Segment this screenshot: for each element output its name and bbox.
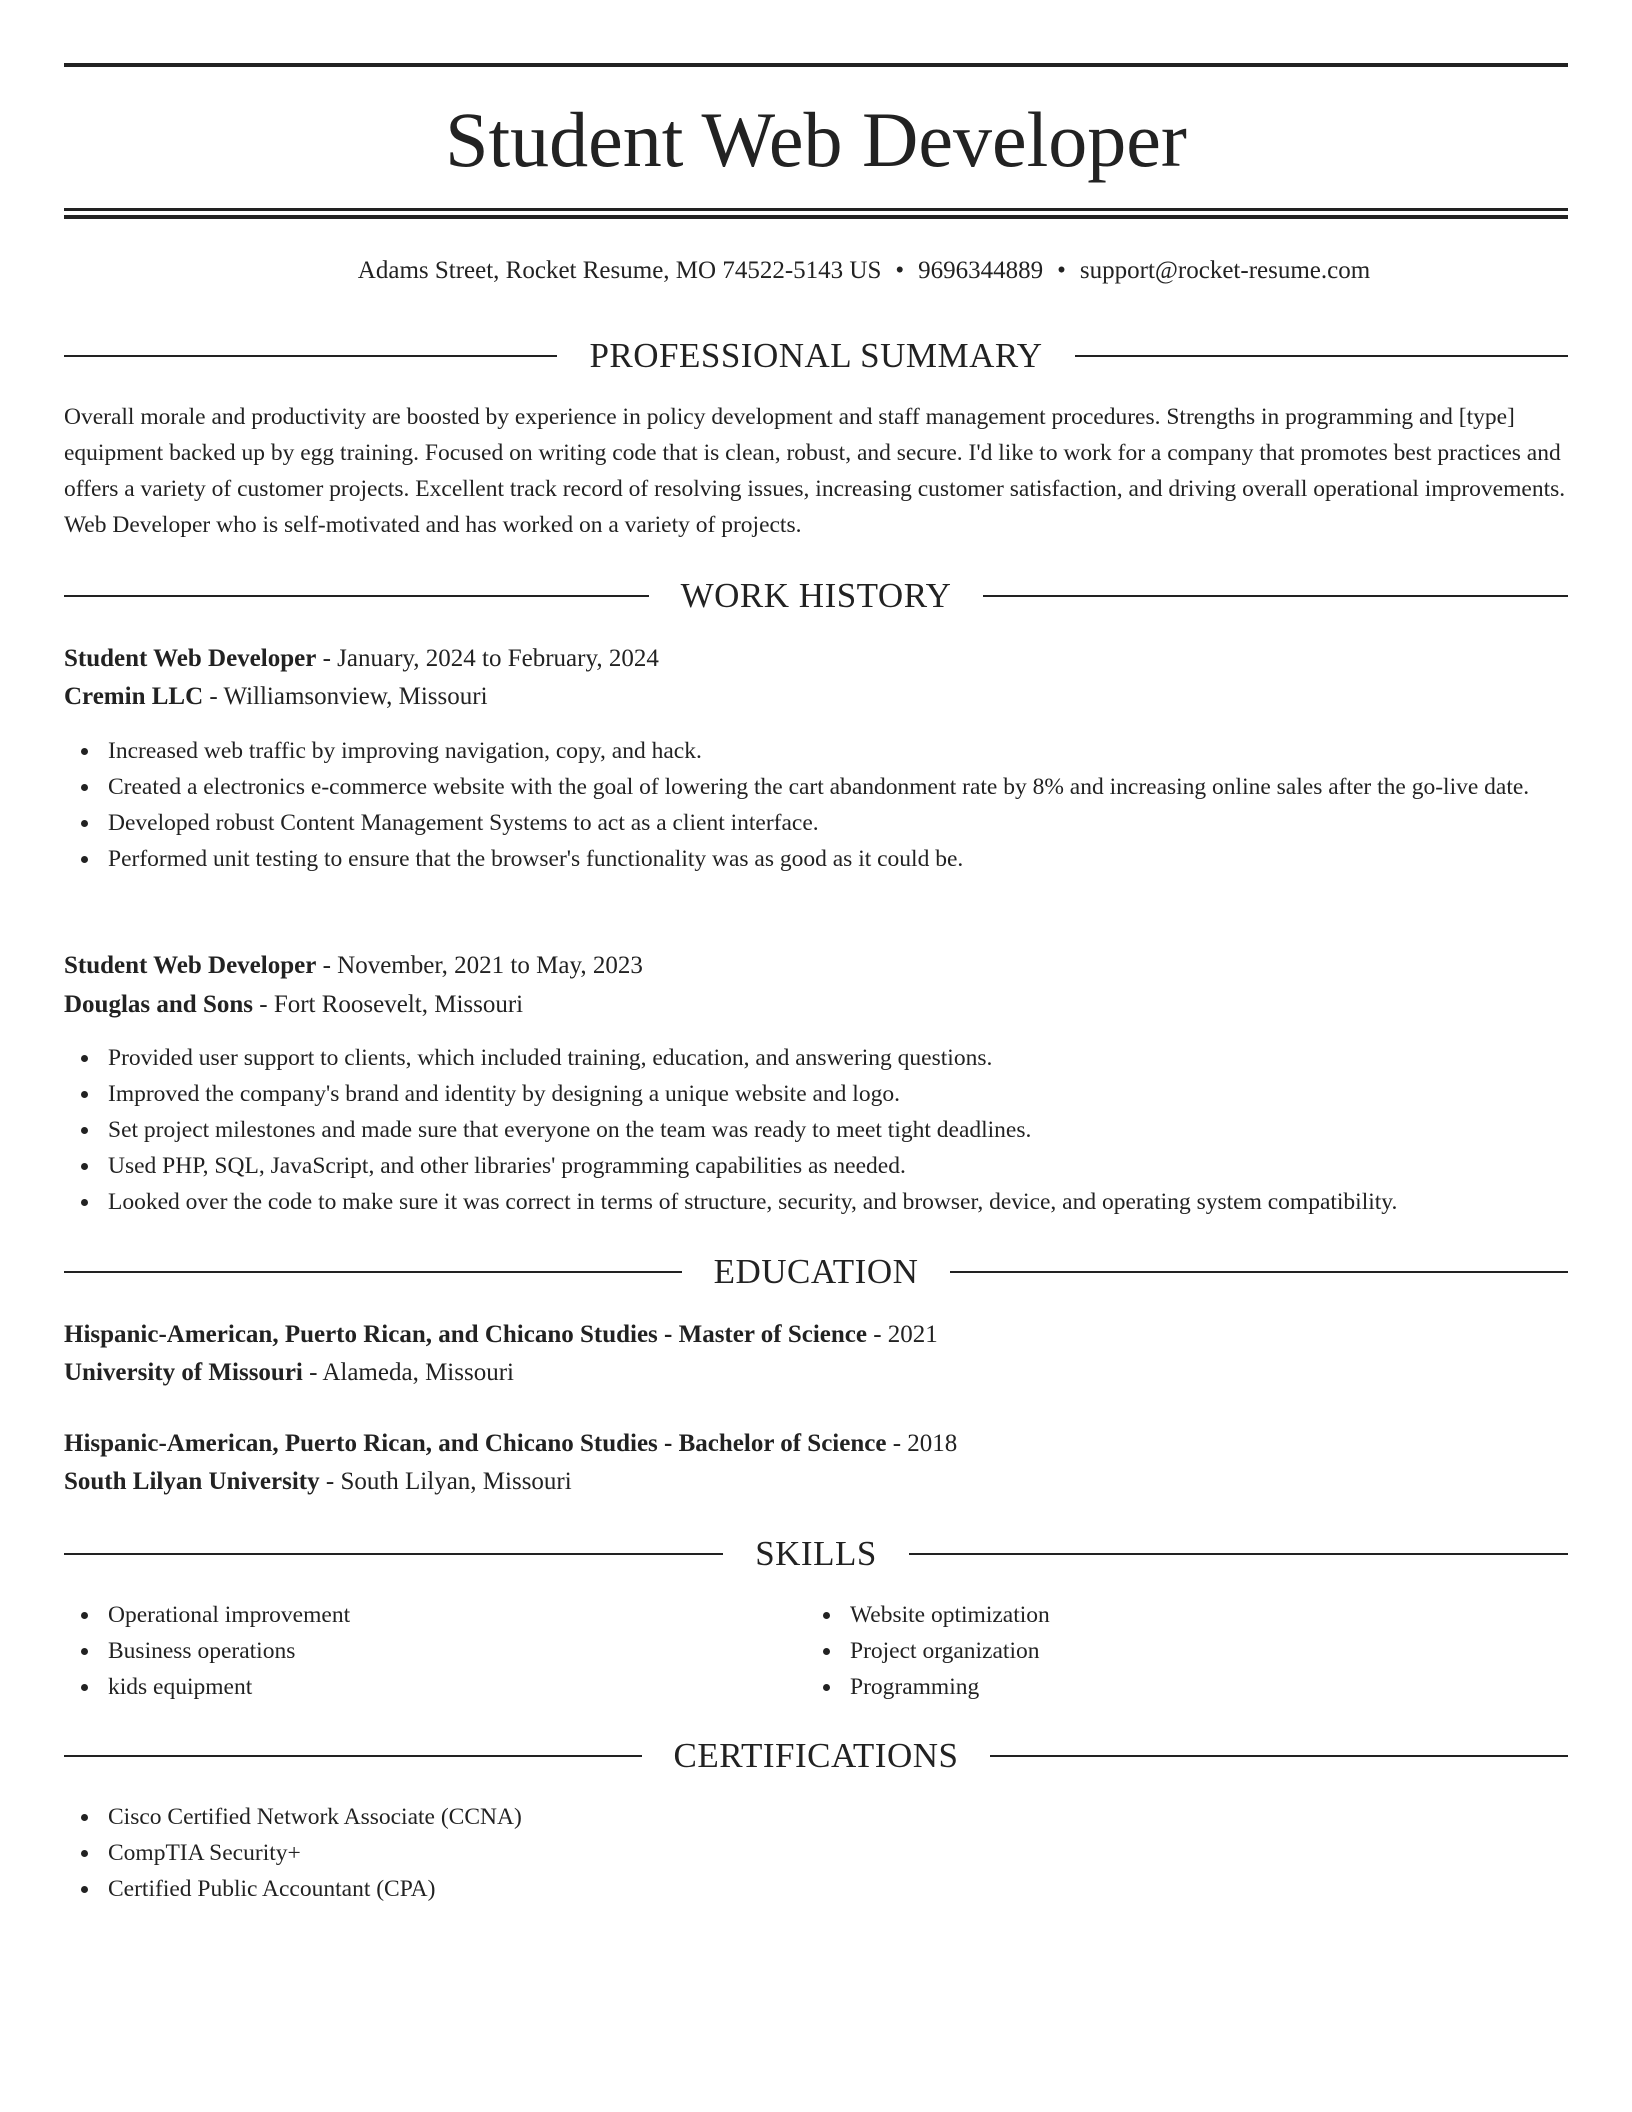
job-location: Williamsonview, Missouri bbox=[223, 683, 488, 710]
section-heading-summary bbox=[64, 336, 1568, 376]
job-location: Fort Roosevelt, Missouri bbox=[273, 991, 524, 1018]
education-school-line: University of Missouri - Alameda, Missouri bbox=[64, 1359, 514, 1386]
contact-separator: • bbox=[1057, 257, 1066, 284]
list-item: Developed robust Content Management Systems to act as a client interface. bbox=[64, 805, 1568, 841]
section-title: SKILLS bbox=[755, 1534, 877, 1573]
education-location: South Lilyan, Missouri bbox=[340, 1468, 572, 1495]
section-rule bbox=[950, 1271, 1568, 1273]
contact-address: Adams Street, Rocket Resume, MO 74522-5143 US bbox=[357, 257, 882, 284]
section-rule bbox=[64, 1553, 723, 1555]
skill-item: Project organization bbox=[806, 1633, 1632, 1669]
section-rule bbox=[64, 595, 649, 597]
certification-item: CompTIA Security+ bbox=[64, 1835, 1568, 1871]
section-rule bbox=[64, 355, 557, 357]
section-heading-certifications bbox=[64, 1736, 1568, 1776]
job-company-line: Cremin LLC - Williamsonview, Missouri bbox=[64, 683, 488, 710]
job-bullets bbox=[64, 1040, 1568, 1220]
candidate-name: Student Web Developer bbox=[445, 96, 1187, 183]
section-title: WORK HISTORY bbox=[680, 576, 952, 615]
skill-item: Programming bbox=[806, 1669, 1632, 1705]
skills-list-right bbox=[806, 1597, 1632, 1705]
job-title-line: Student Web Developer - November, 2021 to May, 2023 bbox=[64, 952, 643, 979]
skill-item: kids equipment bbox=[64, 1669, 1568, 1705]
section-rule bbox=[983, 595, 1568, 597]
job-bullets bbox=[64, 733, 1568, 877]
education-degree: Hispanic-American, Puerto Rican, and Chicano Studies - Bachelor of Science bbox=[64, 1430, 887, 1457]
skill-item: Operational improvement bbox=[64, 1597, 1568, 1633]
section-heading-skills bbox=[64, 1534, 1568, 1574]
list-item: Performed unit testing to ensure that the browser's functionality was as good as it could be. bbox=[64, 841, 1568, 877]
education-degree-line: Hispanic-American, Puerto Rican, and Chicano Studies - Master of Science - 2021 bbox=[64, 1321, 938, 1348]
list-item: Improved the company's brand and identity by designing a unique website and logo. bbox=[64, 1076, 1568, 1112]
education-school-line: South Lilyan University - South Lilyan, Missouri bbox=[64, 1468, 572, 1495]
section-rule bbox=[990, 1755, 1568, 1757]
summary-text: Overall morale and productivity are boosted by experience in policy development and staff management procedures. Strengths in programming and [type] equipment backed up by egg training. Focused on writing code that is clean, robust, and secure. I'd like to work for a company that promotes best practices and offers a variety of customer projects. Excellent track record of resolving issues, increasing customer satisfaction, and driving overall operational improvements. Web Developer who is self-motivated and has worked on a variety of projects. bbox=[64, 404, 1566, 538]
list-item: Provided user support to clients, which included training, education, and answering questions. bbox=[64, 1040, 1568, 1076]
education-year: 2018 bbox=[907, 1430, 958, 1457]
list-item: Used PHP, SQL, JavaScript, and other libraries' programming capabilities as needed. bbox=[64, 1148, 1568, 1184]
section-rule bbox=[1075, 355, 1568, 357]
education-school: University of Missouri bbox=[64, 1359, 303, 1386]
section-rule bbox=[64, 1271, 682, 1273]
certifications-list bbox=[64, 1799, 1568, 1907]
education-year: 2021 bbox=[887, 1321, 938, 1348]
double-rule-lower bbox=[64, 215, 1568, 219]
skill-item: Business operations bbox=[64, 1633, 1568, 1669]
section-heading-education bbox=[64, 1252, 1568, 1292]
certification-item: Certified Public Accountant (CPA) bbox=[64, 1871, 1568, 1907]
job-company: Douglas and Sons bbox=[64, 991, 253, 1018]
top-rule bbox=[64, 63, 1568, 67]
section-title: CERTIFICATIONS bbox=[673, 1736, 959, 1775]
certification-item: Cisco Certified Network Associate (CCNA) bbox=[64, 1799, 1568, 1835]
job-role: Student Web Developer bbox=[64, 645, 317, 672]
contact-line bbox=[56, 255, 1632, 287]
list-item: Looked over the code to make sure it was correct in terms of structure, security, and browser, device, and operating system compatibility. bbox=[64, 1184, 1568, 1220]
list-item: Set project milestones and made sure that everyone on the team was ready to meet tight deadlines. bbox=[64, 1112, 1568, 1148]
job-role: Student Web Developer bbox=[64, 952, 317, 979]
section-heading-work-history bbox=[64, 576, 1568, 616]
contact-phone: 9696344889 bbox=[918, 257, 1044, 284]
job-company-line: Douglas and Sons - Fort Roosevelt, Missouri bbox=[64, 991, 524, 1018]
section-title: EDUCATION bbox=[713, 1252, 919, 1291]
education-degree: Hispanic-American, Puerto Rican, and Chicano Studies - Master of Science bbox=[64, 1321, 867, 1348]
job-company: Cremin LLC bbox=[64, 683, 204, 710]
job-dates: November, 2021 to May, 2023 bbox=[337, 952, 643, 979]
section-rule bbox=[909, 1553, 1568, 1555]
skill-item: Website optimization bbox=[806, 1597, 1632, 1633]
double-rule-upper bbox=[64, 208, 1568, 211]
section-rule bbox=[64, 1755, 642, 1757]
list-item: Increased web traffic by improving navigation, copy, and hack. bbox=[64, 733, 1568, 769]
section-title: PROFESSIONAL SUMMARY bbox=[589, 336, 1043, 375]
education-degree-line: Hispanic-American, Puerto Rican, and Chicano Studies - Bachelor of Science - 2018 bbox=[64, 1430, 958, 1457]
job-dates: January, 2024 to February, 2024 bbox=[337, 645, 659, 672]
education-school: South Lilyan University bbox=[64, 1468, 320, 1495]
job-title-line: Student Web Developer - January, 2024 to February, 2024 bbox=[64, 645, 659, 672]
contact-email: support@rocket-resume.com bbox=[1079, 257, 1371, 284]
contact-separator: • bbox=[895, 257, 905, 284]
list-item: Created a electronics e-commerce website with the goal of lowering the cart abandonment rate by 8% and increasing online sales after the go-live date. bbox=[64, 769, 1568, 805]
education-location: Alameda, Missouri bbox=[322, 1359, 514, 1386]
